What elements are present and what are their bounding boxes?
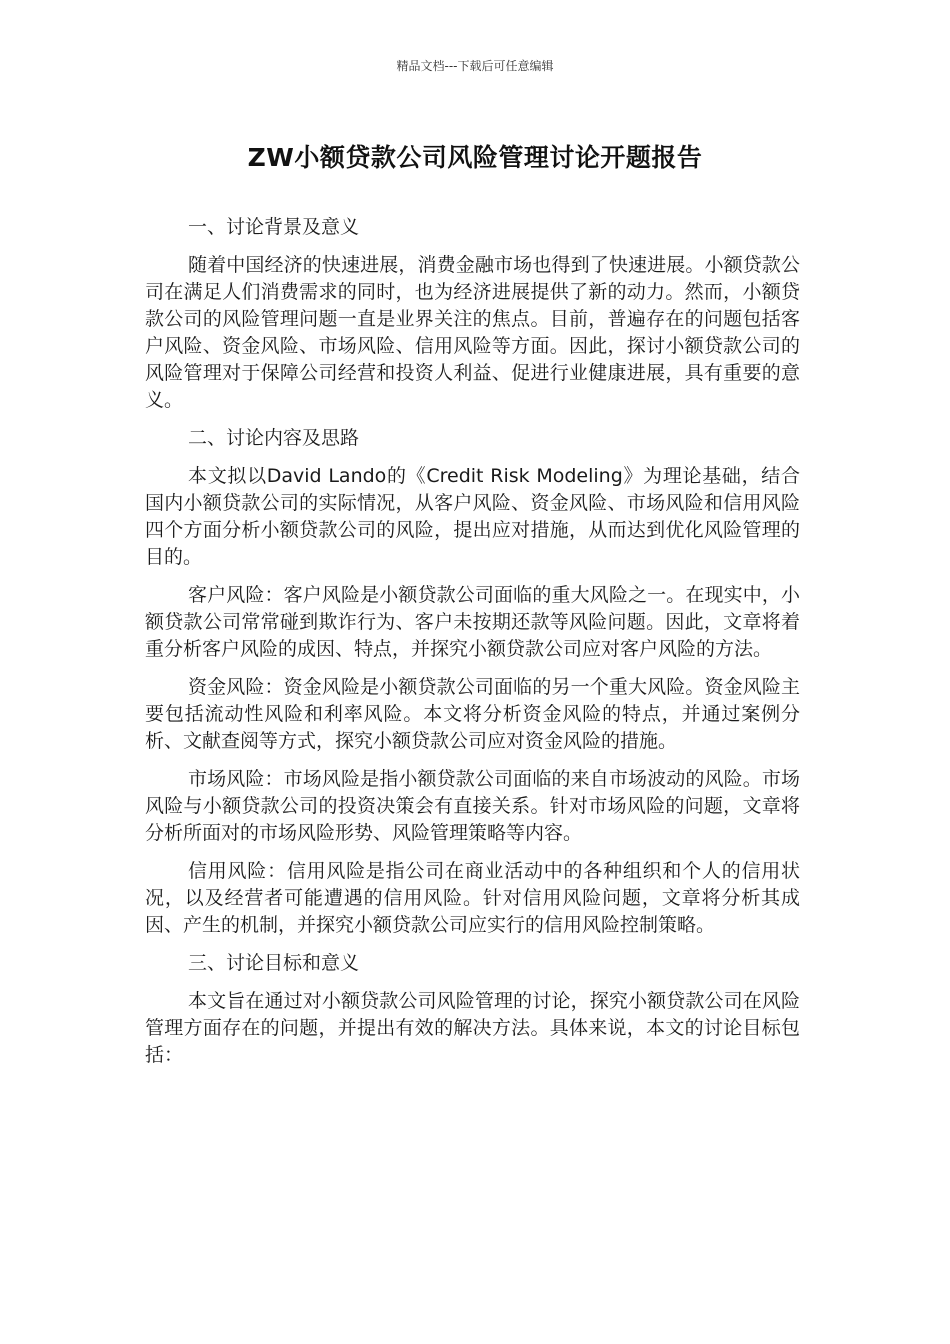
paragraph: 客户风险：客户风险是小额贷款公司面临的重大风险之一。在现实中，小额贷款公司常常碰到欺诈行为、客户未按期还款等风险问题。因此，文章将着重分析客户风险的成因、特点，并探究小额贷款公司应对客户风险的方法。 [145,584,800,660]
paragraph: 市场风险：市场风险是指小额贷款公司面临的来自市场波动的风险。市场风险与小额贷款公司的投资决策会有直接关系。针对市场风险的问题，文章将分析所面对的市场风险形势、风险管理策略等内容。 [145,768,800,844]
paragraph: 资金风险：资金风险是小额贷款公司面临的另一个重大风险。资金风险主要包括流动性风险和利率风险。本文将分析资金风险的特点，并通过案例分析、文献查阅等方式，探究小额贷款公司应对资金风险的措施。 [145,676,800,752]
paragraph: 随着中国经济的快速进展，消费金融市场也得到了快速进展。小额贷款公司在满足人们消费需求的同时，也为经济进展提供了新的动力。然而，小额贷款公司的风险管理问题一直是业界关注的焦点。目前，普遍存在的问题包括客户风险、资金风险、市场风险、信用风险等方面。因此，探讨小额贷款公司的风险管理对于保障公司经营和投资人利益、促进行业健康进展，具有重要的意义。 [145,254,800,411]
header-note: 精品文档---下载后可任意编辑 [396,59,554,73]
paragraph: 本文旨在通过对小额贷款公司风险管理的讨论，探究小额贷款公司在风险管理方面存在的问题，并提出有效的解决方法。具体来说，本文的讨论目标包括： [145,990,800,1066]
document-body [145,214,800,1080]
section-heading: 三、讨论目标和意义 [188,952,360,974]
section-heading: 一、讨论背景及意义 [188,216,360,238]
paragraph: 信用风险：信用风险是指公司在商业活动中的各种组织和个人的信用状况，以及经营者可能遭遇的信用风险。针对信用风险问题，文章将分析其成因、产生的机制，并探究小额贷款公司应实行的信用风险控制策略。 [145,860,800,936]
paragraph: 本文拟以David Lando的《Credit Risk Modeling》为理论基础，结合国内小额贷款公司的实际情况，从客户风险、资金风险、市场风险和信用风险四个方面分析小额贷款公司的风险，提出应对措施，从而达到优化风险管理的目的。 [145,465,800,568]
section-heading: 二、讨论内容及思路 [188,427,360,449]
document-title: ZW小额贷款公司风险管理讨论开题报告 [247,143,703,172]
